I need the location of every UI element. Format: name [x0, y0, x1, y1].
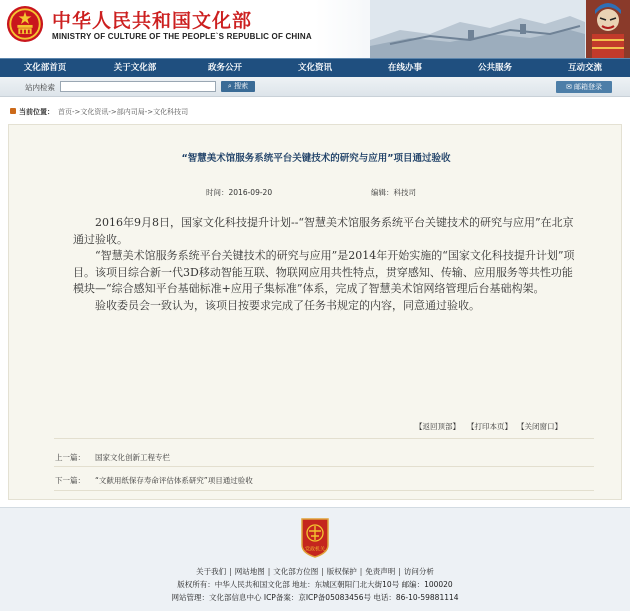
- footer-links: 关于我们 | 网站地图 | 文化部方位图 | 版权保护 | 免责声明 | 访问分析: [196, 567, 434, 576]
- article-body: [73, 215, 578, 315]
- seal-label: 党政机关: [304, 546, 326, 553]
- mail-login-label: 邮箱登录: [574, 83, 603, 91]
- nav-item-government-affairs[interactable]: 政务公开: [207, 63, 242, 73]
- divider: [54, 466, 594, 467]
- close-window-link[interactable]: 【关闭窗口】: [517, 422, 562, 431]
- time-value: 2016-09-20: [228, 188, 273, 197]
- article-editor: [371, 187, 416, 198]
- footer-link-location-map[interactable]: 文化部方位图: [273, 567, 319, 576]
- mail-icon: ✉: [565, 83, 572, 91]
- site-title-cn: 中华人民共和国文化部: [52, 10, 253, 32]
- footer-link-sitemap[interactable]: 网站地图: [234, 567, 265, 576]
- back-to-top-link[interactable]: 【返回顶部】: [415, 422, 460, 431]
- location-icon: [10, 108, 16, 114]
- breadcrumb-path[interactable]: 首页->文化资讯->部内司局->文化科技司: [58, 108, 189, 116]
- prev-article: [55, 452, 170, 463]
- next-article-link[interactable]: “文献用纸保存寿命评估体系研究”项目通过验收: [95, 476, 253, 485]
- article-paragraph: 2016年9月8日，国家文化科技提升计划--“智慧美术馆服务系统平台关键技术的研究与应用”在北京通过验收。: [73, 216, 574, 246]
- search-icon: ⌕: [227, 82, 232, 90]
- breadcrumb: [0, 103, 630, 121]
- party-government-seal-icon[interactable]: [298, 517, 332, 559]
- footer-link-copyright[interactable]: 版权保护: [326, 567, 357, 576]
- article-paragraph: 验收委员会一致认为，该项目按要求完成了任务书规定的内容，同意通过验收。: [95, 298, 480, 312]
- breadcrumb-label: 当前位置：: [19, 108, 54, 116]
- search-label: 站内检索: [25, 83, 55, 92]
- divider: [54, 438, 594, 439]
- divider: [54, 490, 594, 491]
- footer-management: 网站管理：文化部信息中心 ICP备案：京ICP备05083456号 电话：86-10-59881114: [171, 593, 459, 602]
- footer-link-analytics[interactable]: 访问分析: [403, 567, 434, 576]
- nav-item-public-services[interactable]: 公共服务: [477, 63, 512, 73]
- article-title: “智慧美术馆服务系统平台关键技术的研究与应用”项目通过验收: [181, 153, 451, 164]
- footer-copyright: 版权所有：中华人民共和国文化部 地址：东城区朝阳门北大街10号 邮编：100020: [177, 580, 453, 589]
- prev-article-link[interactable]: 国家文化创新工程专栏: [95, 453, 170, 462]
- site-footer: [0, 507, 630, 611]
- national-emblem-icon: [6, 5, 44, 43]
- nav-item-home[interactable]: 文化部首页: [23, 63, 67, 73]
- nav-item-online-services[interactable]: 在线办事: [387, 63, 422, 73]
- next-article: [55, 475, 253, 486]
- search-button-label: 搜索: [234, 82, 249, 90]
- editor-value: 科技司: [393, 188, 416, 197]
- main-nav: [0, 58, 630, 77]
- print-page-link[interactable]: 【打印本页】: [467, 422, 512, 431]
- search-button[interactable]: [221, 81, 255, 92]
- site-title-en: MINISTRY OF CULTURE OF THE PEOPLE`S REPUBLIC OF CHINA: [52, 32, 312, 41]
- article-container: [8, 124, 622, 500]
- great-wall-banner-image: [370, 0, 630, 58]
- nav-item-interaction[interactable]: 互动交流: [567, 63, 602, 73]
- article-paragraph: “智慧美术馆服务系统平台关键技术的研究与应用”是2014年开始实施的“国家文化科技提升计划”项目。该项目综合新一代3D移动智能互联、物联网应用共性特点，贯穿感知、传输、应用服务等共性功能模块—“综合感知平台基础标准+应用子集标准”体系，完成了智慧美术馆网络管理后台基础构架。: [73, 249, 575, 296]
- prev-label: 上一篇：: [55, 453, 85, 462]
- mail-login-button[interactable]: [556, 81, 612, 93]
- nav-item-about[interactable]: 关于文化部: [113, 63, 157, 73]
- article-time: [206, 187, 272, 198]
- site-header: [0, 0, 630, 58]
- next-label: 下一篇：: [55, 476, 85, 485]
- time-label: 时间：: [206, 188, 229, 197]
- footer-link-about-us[interactable]: 关于我们: [196, 567, 227, 576]
- search-bar: [0, 77, 630, 97]
- editor-label: 编辑：: [371, 188, 394, 197]
- nav-item-culture-news[interactable]: 文化资讯: [297, 63, 332, 73]
- footer-link-disclaimer[interactable]: 免责声明: [365, 567, 396, 576]
- search-input[interactable]: [60, 81, 216, 92]
